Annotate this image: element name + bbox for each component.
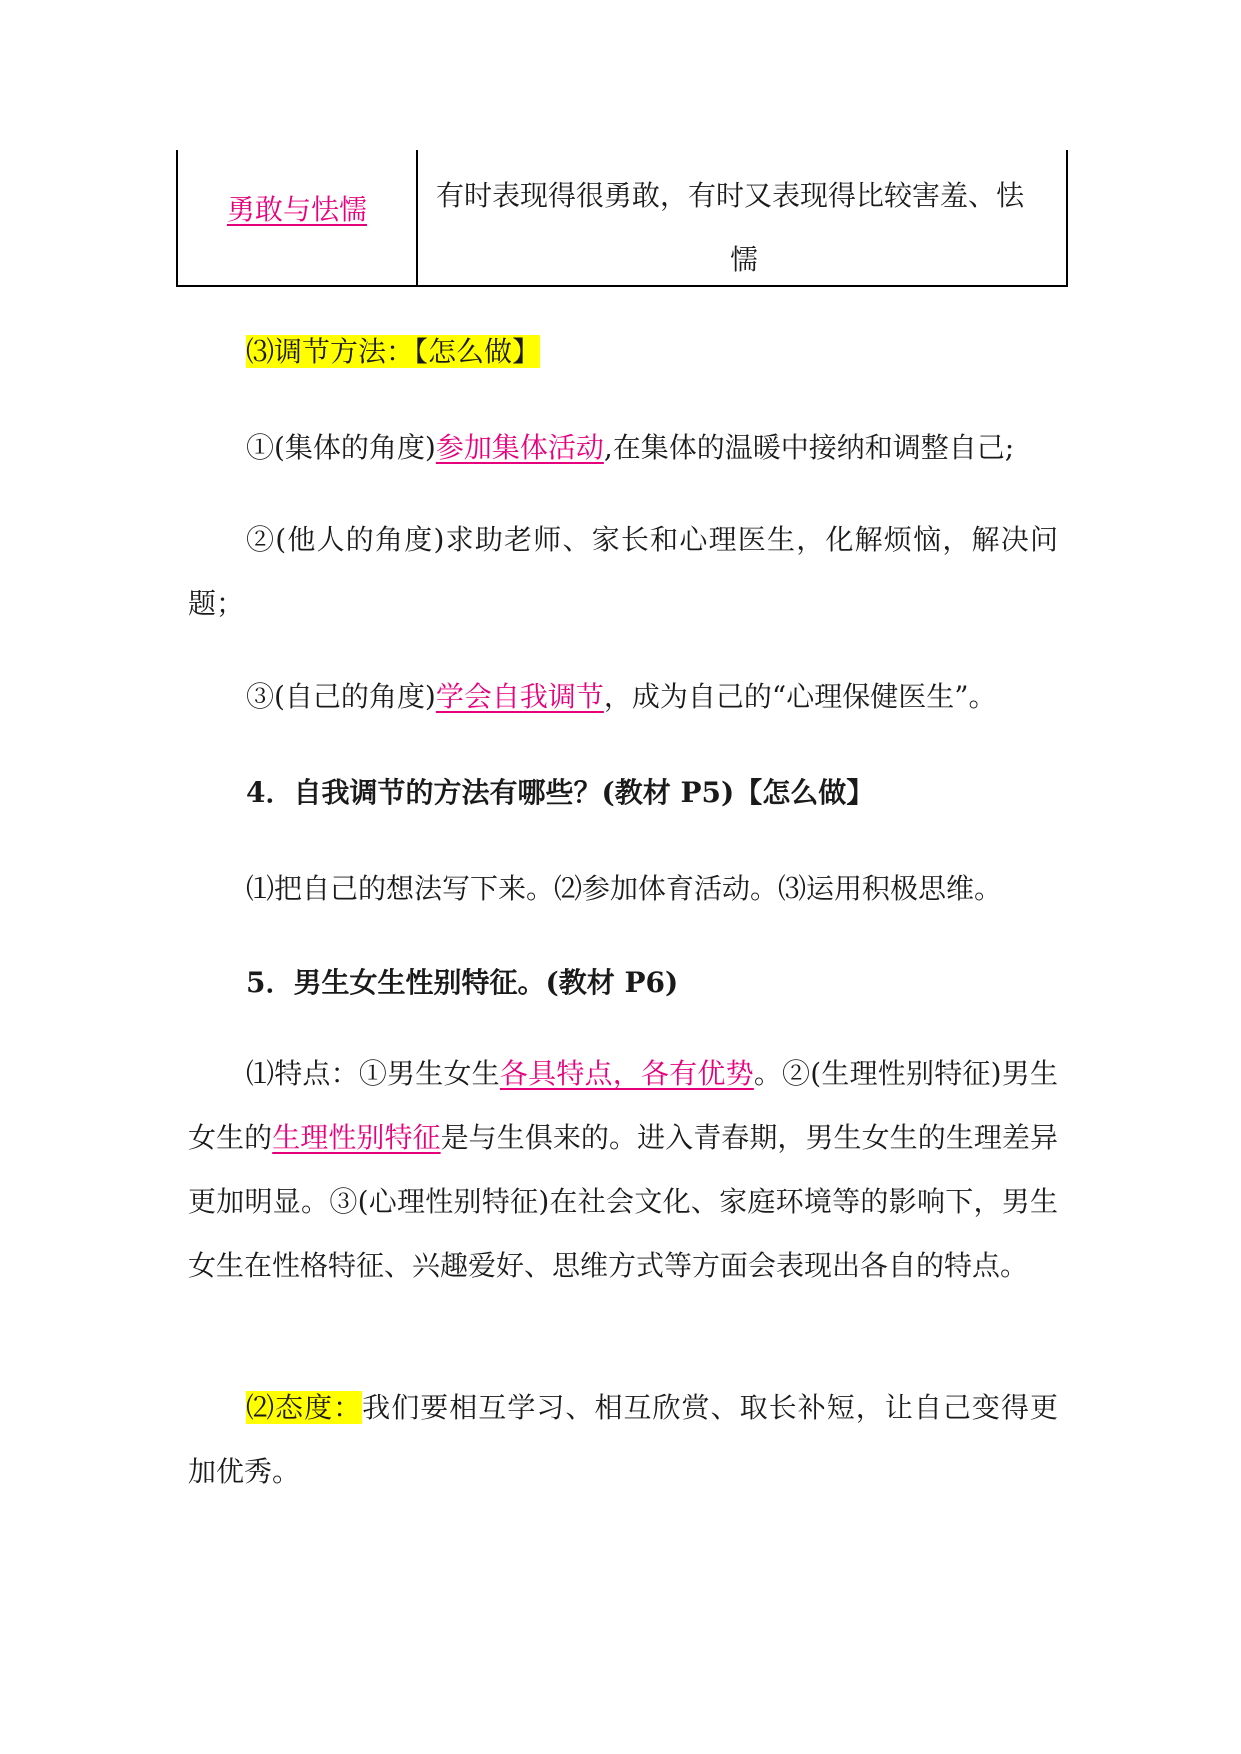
question-4-answer: ⑴把自己的想法写下来。⑵参加体育活动。⑶运用积极思维。 [246, 872, 1003, 905]
trait-label: 勇敢与怯懦 [226, 192, 367, 226]
adjust-item-1: ①(集体的角度)参加集体活动,在集体的温暖中接纳和调整自己; [246, 431, 1015, 464]
question-5-attitude: ⑵态度：我们要相互学习、相互欣赏、取长补短，让自己变得更加优秀。 [188, 1391, 1058, 1488]
question-5-heading: 5．男生女生性别特征。(教材 P6) [246, 966, 679, 999]
section-heading-adjust: ⑶调节方法：【怎么做】 [246, 335, 541, 368]
adjust-item-2: ②(他人的角度)求助老师、家长和心理医生，化解烦恼，解决问题； [188, 523, 1058, 620]
question-4-heading: 4．自我调节的方法有哪些？(教材 P5)【怎么做】 [246, 776, 875, 809]
table-cell-description [418, 150, 1066, 285]
description-line-2: 懦 [729, 243, 758, 276]
description-line-1: 有时表现得很勇敢，有时又表现得比较害羞、怯 [436, 179, 1025, 212]
table-cell-trait [178, 150, 418, 285]
adjust-item-3: ③(自己的角度)学会自我调节，成为自己的“心理保健医生”。 [246, 680, 997, 713]
traits-table [176, 150, 1068, 287]
question-5-features: ⑴特点：①男生女生各具特点，各有优势。②(生理性别特征)男生女生的生理性别特征是与生俱来的。进入青春期，男生女生的生理差异更加明显。③(心理性别特征)在社会文化、家庭环境等的影响下，男生女生在性格特征、兴趣爱好、思维方式等方面会表现出各自的特点。 [188, 1057, 1058, 1282]
